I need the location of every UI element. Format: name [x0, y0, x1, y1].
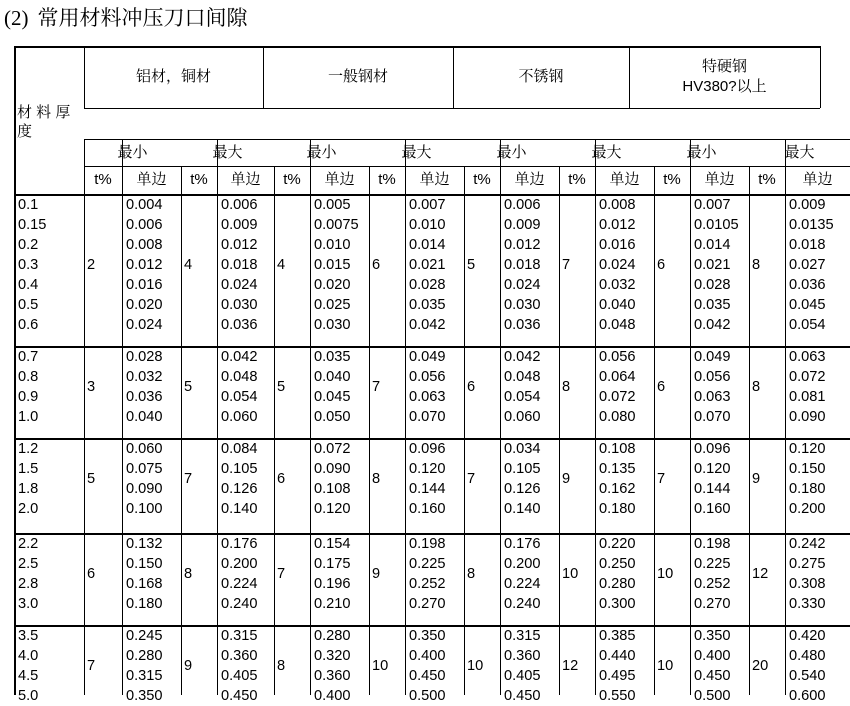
- material-header: 不锈钢: [518, 68, 564, 85]
- side-clearance-values: 0.049 0.056 0.063 0.070: [409, 349, 446, 425]
- clearance-percent: 8: [752, 257, 761, 273]
- clearance-percent: 6: [657, 379, 666, 395]
- side-clearance-col-header: 单边: [609, 171, 640, 188]
- percent-col-header: t%: [283, 171, 301, 188]
- percent-col-header: t%: [568, 171, 586, 188]
- section-number: (2): [4, 6, 29, 30]
- side-clearance-values: 0.005 0.0075 0.010 0.015 0.020 0.025 0.030: [314, 197, 359, 333]
- percent-col-header: t%: [94, 171, 112, 188]
- side-clearance-values: 0.280 0.320 0.360 0.400: [314, 628, 351, 704]
- side-clearance-values: 0.007 0.0105 0.014 0.021 0.028 0.035 0.042: [694, 197, 739, 333]
- max-header: 最大: [784, 144, 815, 161]
- percent-col-header: t%: [190, 171, 208, 188]
- clearance-percent: 8: [467, 566, 476, 582]
- thickness-values: 2.2 2.5 2.8 3.0: [18, 536, 39, 612]
- clearance-percent: 12: [752, 566, 769, 582]
- clearance-percent: 9: [372, 566, 381, 582]
- side-clearance-col-header: 单边: [802, 171, 833, 188]
- clearance-percent: 5: [277, 379, 286, 395]
- side-clearance-values: 0.006 0.009 0.012 0.018 0.024 0.030 0.036: [504, 197, 541, 333]
- table-rule: [654, 166, 655, 695]
- clearance-percent: 3: [87, 379, 96, 395]
- side-clearance-values: 0.242 0.275 0.308 0.330: [789, 536, 826, 612]
- side-clearance-col-header: 单边: [324, 171, 355, 188]
- side-clearance-values: 0.120 0.150 0.180 0.200: [789, 441, 826, 517]
- clearance-percent: 8: [752, 379, 761, 395]
- side-clearance-values: 0.198 0.225 0.252 0.270: [694, 536, 731, 612]
- table-rule: [84, 166, 85, 695]
- clearance-percent: 10: [657, 658, 674, 674]
- clearance-percent: 10: [372, 658, 389, 674]
- thickness-values: 0.7 0.8 0.9 1.0: [18, 349, 39, 425]
- clearance-percent: 4: [184, 257, 193, 273]
- side-clearance-col-header: 单边: [136, 171, 167, 188]
- clearance-percent: 6: [657, 257, 666, 273]
- clearance-percent: 8: [277, 658, 286, 674]
- clearance-percent: 9: [184, 658, 193, 674]
- side-clearance-values: 0.132 0.150 0.168 0.180: [126, 536, 163, 612]
- side-clearance-values: 0.042 0.048 0.054 0.060: [504, 349, 541, 425]
- clearance-percent: 9: [562, 471, 571, 487]
- side-clearance-values: 0.154 0.175 0.196 0.210: [314, 536, 351, 612]
- side-clearance-col-header: 单边: [230, 171, 261, 188]
- side-clearance-col-header: 单边: [704, 171, 735, 188]
- clearance-percent: 6: [277, 471, 286, 487]
- clearance-percent: 4: [277, 257, 286, 273]
- table-rule: [14, 46, 820, 48]
- table-rule: [820, 46, 821, 108]
- clearance-percent: 5: [467, 257, 476, 273]
- side-clearance-values: 0.042 0.048 0.054 0.060: [221, 349, 258, 425]
- table-rule: [559, 166, 560, 695]
- side-clearance-values: 0.315 0.360 0.405 0.450: [504, 628, 541, 704]
- side-clearance-values: 0.176 0.200 0.224 0.240: [504, 536, 541, 612]
- clearance-percent: 7: [467, 471, 476, 487]
- side-clearance-values: 0.056 0.064 0.072 0.080: [599, 349, 636, 425]
- side-clearance-values: 0.028 0.032 0.036 0.040: [126, 349, 163, 425]
- table-rule: [84, 139, 850, 140]
- clearance-percent: 5: [87, 471, 96, 487]
- clearance-percent: 10: [467, 658, 484, 674]
- table-rule: [181, 166, 182, 695]
- side-clearance-values: 0.420 0.480 0.540 0.600: [789, 628, 826, 704]
- percent-col-header: t%: [378, 171, 396, 188]
- clearance-percent: 7: [562, 257, 571, 273]
- side-clearance-col-header: 单边: [514, 171, 545, 188]
- clearance-percent: 6: [87, 566, 96, 582]
- clearance-percent: 12: [562, 658, 579, 674]
- table-rule: [84, 166, 850, 167]
- side-clearance-values: 0.035 0.040 0.045 0.050: [314, 349, 351, 425]
- side-clearance-values: 0.034 0.105 0.126 0.140: [504, 441, 541, 517]
- side-clearance-values: 0.176 0.200 0.224 0.240: [221, 536, 258, 612]
- table-rule: [749, 166, 750, 695]
- min-header: 最小: [306, 144, 337, 161]
- max-header: 最大: [212, 144, 243, 161]
- percent-col-header: t%: [473, 171, 491, 188]
- side-clearance-values: 0.108 0.135 0.162 0.180: [599, 441, 636, 517]
- clearance-percent: 10: [562, 566, 579, 582]
- thickness-values: 3.5 4.0 4.5 5.0: [18, 628, 39, 704]
- side-clearance-values: 0.009 0.0135 0.018 0.027 0.036 0.045 0.054: [789, 197, 834, 333]
- side-clearance-col-header: 单边: [419, 171, 450, 188]
- clearance-percent: 2: [87, 257, 96, 273]
- side-clearance-values: 0.084 0.105 0.126 0.140: [221, 441, 258, 517]
- material-header: 特硬钢 HV380?以上: [682, 58, 767, 95]
- side-clearance-values: 0.220 0.250 0.280 0.300: [599, 536, 636, 612]
- clearance-percent: 7: [277, 566, 286, 582]
- clearance-percent: 10: [657, 566, 674, 582]
- side-clearance-values: 0.060 0.075 0.090 0.100: [126, 441, 163, 517]
- min-header: 最小: [496, 144, 527, 161]
- min-header: 最小: [117, 144, 148, 161]
- material-header: 铝材，铜材: [135, 68, 211, 85]
- max-header: 最大: [591, 144, 622, 161]
- side-clearance-values: 0.198 0.225 0.252 0.270: [409, 536, 446, 612]
- side-clearance-values: 0.063 0.072 0.081 0.090: [789, 349, 826, 425]
- clearance-percent: 7: [372, 379, 381, 395]
- side-clearance-values: 0.096 0.120 0.144 0.160: [409, 441, 446, 517]
- clearance-percent: 8: [372, 471, 381, 487]
- clearance-percent: 20: [752, 658, 769, 674]
- thickness-header: 材 料 厚 度: [17, 104, 71, 140]
- clearance-percent: 6: [372, 257, 381, 273]
- side-clearance-values: 0.008 0.012 0.016 0.024 0.032 0.040 0.048: [599, 197, 636, 333]
- side-clearance-values: 0.385 0.440 0.495 0.550: [599, 628, 636, 704]
- thickness-values: 1.2 1.5 1.8 2.0: [18, 441, 39, 517]
- side-clearance-values: 0.350 0.400 0.450 0.500: [694, 628, 731, 704]
- percent-col-header: t%: [758, 171, 776, 188]
- table-rule: [369, 166, 370, 695]
- table-rule: [84, 108, 820, 109]
- side-clearance-values: 0.072 0.090 0.108 0.120: [314, 441, 351, 517]
- table-rule: [464, 166, 465, 695]
- max-header: 最大: [401, 144, 432, 161]
- side-clearance-values: 0.007 0.010 0.014 0.021 0.028 0.035 0.042: [409, 197, 446, 333]
- min-header: 最小: [686, 144, 717, 161]
- clearance-percent: 8: [562, 379, 571, 395]
- material-header: 一般钢材: [327, 68, 388, 85]
- section-title-text: 常用材料冲压刀口间隙: [37, 6, 248, 30]
- clearance-percent: 5: [184, 379, 193, 395]
- clearance-percent: 7: [87, 658, 96, 674]
- side-clearance-values: 0.004 0.006 0.008 0.012 0.016 0.020 0.024: [126, 197, 163, 333]
- clearance-percent: 7: [657, 471, 666, 487]
- side-clearance-values: 0.096 0.120 0.144 0.160: [694, 441, 731, 517]
- percent-col-header: t%: [663, 171, 681, 188]
- clearance-percent: 8: [184, 566, 193, 582]
- thickness-values: 0.1 0.15 0.2 0.3 0.4 0.5 0.6: [18, 197, 47, 333]
- side-clearance-values: 0.006 0.009 0.012 0.018 0.024 0.030 0.036: [221, 197, 258, 333]
- clearance-percent: 6: [467, 379, 476, 395]
- side-clearance-values: 0.049 0.056 0.063 0.070: [694, 349, 731, 425]
- side-clearance-values: 0.350 0.400 0.450 0.500: [409, 628, 446, 704]
- clearance-percent: 9: [752, 471, 761, 487]
- clearance-percent: 7: [184, 471, 193, 487]
- side-clearance-values: 0.315 0.360 0.405 0.450: [221, 628, 258, 704]
- section-title: [4, 2, 248, 34]
- table-rule: [274, 166, 275, 695]
- side-clearance-values: 0.245 0.280 0.315 0.350: [126, 628, 163, 704]
